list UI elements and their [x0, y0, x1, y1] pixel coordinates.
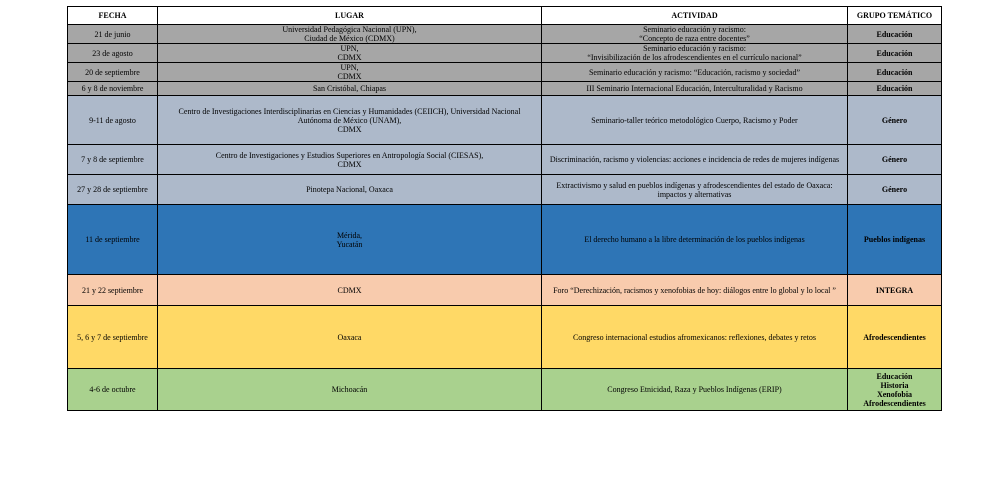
- actividad-cell: Seminario educación y racismo: “Invisibilización de los afrodescendientes en el currículo nacional”: [542, 44, 848, 63]
- fecha-cell: 5, 6 y 7 de septiembre: [68, 306, 158, 369]
- grupo-cell: INTEGRA: [848, 275, 942, 306]
- lugar-cell: Universidad Pedagógica Nacional (UPN), Ciudad de México (CDMX): [158, 25, 542, 44]
- fecha-cell: 21 y 22 septiembre: [68, 275, 158, 306]
- header-grupo: GRUPO TEMÁTICO: [848, 7, 942, 25]
- actividad-cell: Foro “Derechización, racismos y xenofobias de hoy: diálogos entre lo global y lo local ”: [542, 275, 848, 306]
- table-row: [68, 145, 942, 175]
- table-header: [68, 7, 942, 25]
- lugar-cell: San Cristóbal, Chiapas: [158, 82, 542, 96]
- grupo-cell: Afrodescendientes: [848, 306, 942, 369]
- fecha-cell: 21 de junio: [68, 25, 158, 44]
- table-row: [68, 25, 942, 44]
- grupo-cell: Educación: [848, 82, 942, 96]
- events-table: [67, 6, 942, 411]
- actividad-cell: Seminario educación y racismo: “Educación, racismo y sociedad”: [542, 63, 848, 82]
- actividad-cell: Congreso internacional estudios afromexicanos: reflexiones, debates y retos: [542, 306, 848, 369]
- table-row: [68, 306, 942, 369]
- grupo-cell: Pueblos indígenas: [848, 205, 942, 275]
- header-actividad: ACTIVIDAD: [542, 7, 848, 25]
- table-row: [68, 63, 942, 82]
- lugar-cell: Pinotepa Nacional, Oaxaca: [158, 175, 542, 205]
- actividad-cell: Seminario educación y racismo: “Concepto de raza entre docentes”: [542, 25, 848, 44]
- actividad-cell: Discriminación, racismo y violencias: acciones e incidencia de redes de mujeres indígenas: [542, 145, 848, 175]
- grupo-cell: Educación Historia Xenofobia Afrodescendientes: [848, 369, 942, 411]
- lugar-cell: UPN, CDMX: [158, 44, 542, 63]
- table-row: [68, 44, 942, 63]
- fecha-cell: 27 y 28 de septiembre: [68, 175, 158, 205]
- grupo-cell: Género: [848, 175, 942, 205]
- table-row: [68, 205, 942, 275]
- table-row: [68, 175, 942, 205]
- fecha-cell: 6 y 8 de noviembre: [68, 82, 158, 96]
- fecha-cell: 20 de septiembre: [68, 63, 158, 82]
- actividad-cell: El derecho humano a la libre determinación de los pueblos indígenas: [542, 205, 848, 275]
- fecha-cell: 4-6 de octubre: [68, 369, 158, 411]
- lugar-cell: Centro de Investigaciones y Estudios Superiores en Antropología Social (CIESAS), CDMX: [158, 145, 542, 175]
- grupo-cell: Género: [848, 96, 942, 145]
- table-row: [68, 275, 942, 306]
- actividad-cell: Seminario-taller teórico metodológico Cuerpo, Racismo y Poder: [542, 96, 848, 145]
- grupo-cell: Educación: [848, 44, 942, 63]
- fecha-cell: 23 de agosto: [68, 44, 158, 63]
- lugar-cell: Michoacán: [158, 369, 542, 411]
- table-row: [68, 369, 942, 411]
- actividad-cell: Extractivismo y salud en pueblos indígenas y afrodescendientes del estado de Oaxaca: impactos y alternativas: [542, 175, 848, 205]
- grupo-cell: Educación: [848, 63, 942, 82]
- table-row: [68, 82, 942, 96]
- lugar-cell: UPN, CDMX: [158, 63, 542, 82]
- grupo-cell: Género: [848, 145, 942, 175]
- actividad-cell: III Seminario Internacional Educación, Interculturalidad y Racismo: [542, 82, 848, 96]
- lugar-cell: Oaxaca: [158, 306, 542, 369]
- fecha-cell: 11 de septiembre: [68, 205, 158, 275]
- header-fecha: FECHA: [68, 7, 158, 25]
- actividad-cell: Congreso Etnicidad, Raza y Pueblos Indígenas (ERIP): [542, 369, 848, 411]
- fecha-cell: 7 y 8 de septiembre: [68, 145, 158, 175]
- table-row: [68, 96, 942, 145]
- header-row: [68, 7, 942, 25]
- lugar-cell: CDMX: [158, 275, 542, 306]
- fecha-cell: 9-11 de agosto: [68, 96, 158, 145]
- table-body: [68, 25, 942, 411]
- header-lugar: LUGAR: [158, 7, 542, 25]
- lugar-cell: Centro de Investigaciones Interdisciplinarias en Ciencias y Humanidades (CEIICH), Universidad Nacional Autónoma de México (UNAM), CDMX: [158, 96, 542, 145]
- grupo-cell: Educación: [848, 25, 942, 44]
- lugar-cell: Mérida, Yucatán: [158, 205, 542, 275]
